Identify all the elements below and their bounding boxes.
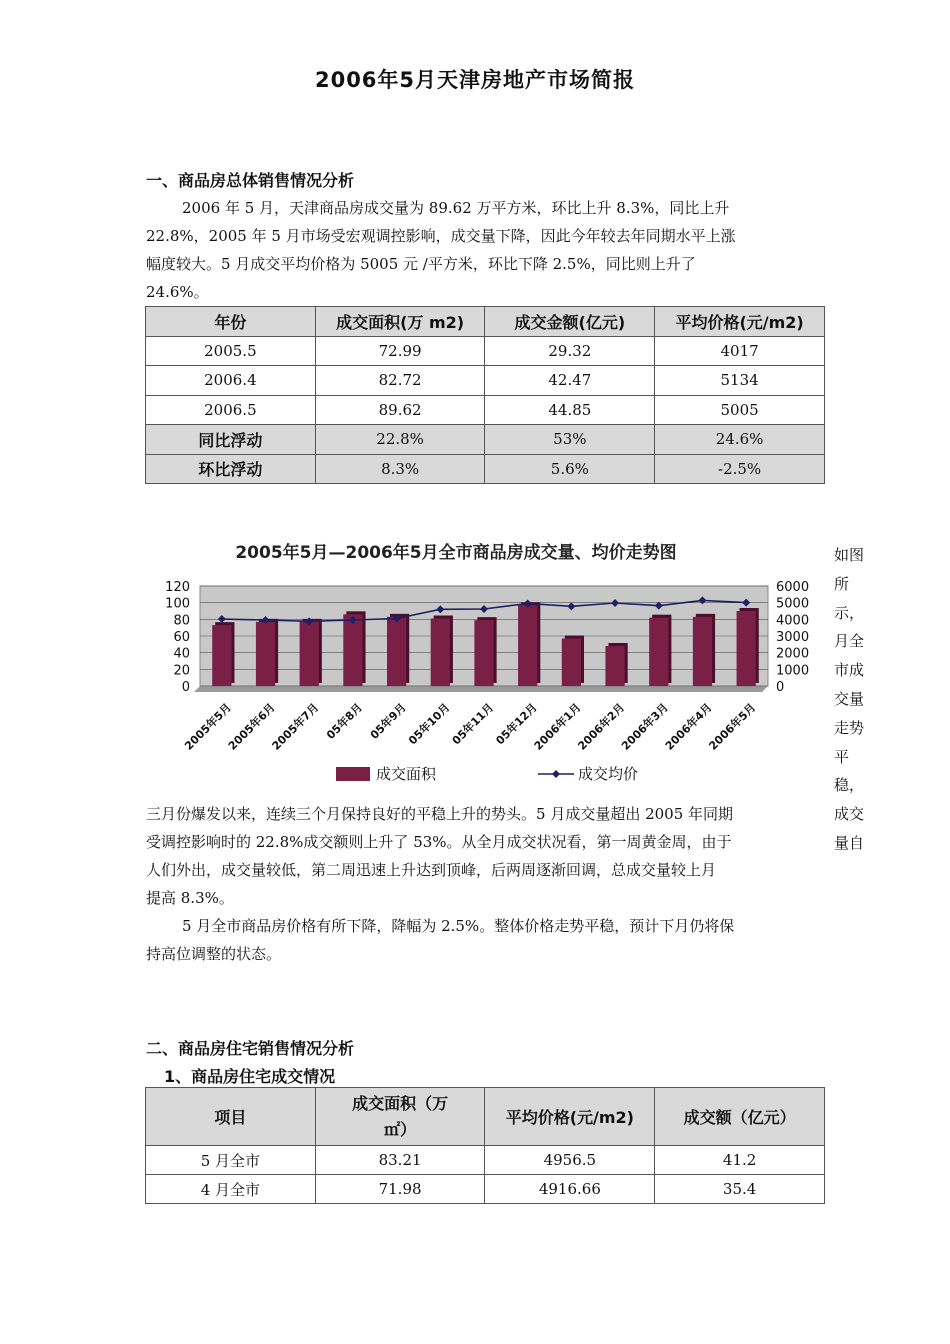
y-right-tick-label: 5000 (776, 596, 810, 612)
y-left-tick-label: 80 (173, 613, 190, 629)
table-header-cell: 成交额（亿元） (655, 1088, 825, 1146)
y-left-tick-label: 20 (173, 663, 190, 679)
table-cell: 2006.4 (146, 366, 316, 396)
trend-chart-svg (146, 530, 826, 800)
table-cell: 2006.5 (146, 395, 316, 425)
table-header-cell: 平均价格(元/m2) (485, 1088, 655, 1146)
text-line: 平稳， (834, 747, 865, 795)
text-line: 成交 (834, 805, 865, 824)
x-tick-label: 05年10月 (406, 700, 453, 748)
table-cell: 4 月全市 (146, 1175, 316, 1204)
page-title: 2006年5月天津房地产市场简报 (314, 68, 636, 92)
x-tick-label: 2005年7月 (269, 700, 322, 753)
text-line: 所示， (834, 574, 865, 622)
text-line: 交量 (834, 689, 865, 708)
bar (474, 620, 493, 686)
table-cell: 71.98 (315, 1175, 485, 1204)
section1-heading: 一、商品房总体销售情况分析 (146, 171, 355, 190)
table-cell: 4956.5 (485, 1146, 655, 1175)
table-row-mom (146, 454, 825, 484)
y-left-tick-label: 100 (165, 596, 190, 612)
text-line: 如图 (834, 546, 865, 564)
y-left-tick-label: 40 (173, 646, 190, 662)
x-tick-label: 2006年4月 (662, 700, 715, 753)
table-cell: 53% (485, 425, 655, 455)
table-cell: 环比浮动 (146, 454, 316, 484)
table-cell: 5.6% (485, 454, 655, 484)
bar (605, 646, 624, 686)
x-tick-label: 2006年3月 (619, 700, 671, 753)
bar (343, 614, 362, 686)
header-line: 成交面积（万 (352, 1093, 449, 1113)
table-cell: 72.99 (315, 336, 485, 366)
text-line: 人们外出，成交量较低，第二周迅速上升达到顶峰，后两周逐渐回调，总成交量较上月 (146, 861, 717, 879)
y-right-tick-label: 4000 (776, 613, 810, 629)
legend-line-label: 成交均价 (578, 765, 639, 783)
table-row (146, 366, 825, 396)
table-row (146, 336, 825, 366)
table-header-cell (315, 1088, 485, 1146)
y-right-tick-label: 1000 (776, 663, 810, 679)
bar (300, 622, 319, 686)
legend-line-marker (552, 770, 560, 778)
table-cell: 22.8% (315, 425, 485, 455)
text-line: 24.6%。 (146, 283, 209, 301)
x-tick-label: 2005年5月 (182, 700, 234, 753)
table-cell: 4916.66 (485, 1175, 655, 1204)
text-line: 走势 (834, 718, 865, 737)
text-line: 持高位调整的状态。 (146, 945, 282, 963)
y-left-tick-label: 0 (181, 680, 190, 695)
y-right-tick-label: 3000 (776, 630, 810, 645)
table-header-row (146, 307, 825, 337)
text-line: 5 月全市商品房价格有所下降，降幅为 2.5%。整体价格走势平稳，预计下月仍将保 (182, 917, 735, 935)
text-line: 三月份爆发以来，连续三个月保持良好的平稳上升的势头。5 月成交量超出 2005 年同期 (146, 805, 734, 823)
x-tick-label: 05年8月 (324, 700, 366, 742)
section2-subheading: 1、商品房住宅成交情况 (164, 1067, 336, 1086)
table-cell: 44.85 (485, 395, 655, 425)
table-cell: 5134 (655, 366, 825, 396)
header-line: ㎡） (384, 1119, 417, 1139)
x-tick-label: 2006年5月 (706, 700, 759, 753)
text-line: 量自 (834, 833, 865, 852)
x-tick-label: 05年11月 (449, 700, 497, 748)
table-header-cell: 项目 (146, 1088, 316, 1146)
bar (562, 639, 581, 687)
y-left-tick-label: 120 (165, 580, 190, 595)
section1-paragraph1 (146, 194, 876, 306)
table-row (146, 395, 825, 425)
x-tick-label: 05年9月 (367, 700, 409, 742)
table-row (146, 1146, 825, 1175)
x-tick-label: 2006年2月 (575, 700, 628, 753)
legend-bar-swatch (336, 767, 370, 781)
table-cell: 41.2 (655, 1146, 825, 1175)
bar (431, 619, 450, 687)
table-cell: 8.3% (315, 454, 485, 484)
table-cell: 同比浮动 (146, 425, 316, 455)
summary-table (145, 306, 825, 484)
text-line: 市成 (834, 661, 865, 680)
legend-bar-label: 成交面积 (376, 765, 437, 783)
table-header-cell: 成交面积(万 m2) (315, 307, 485, 337)
text-line: 2006 年 5 月，天津商品房成交量为 89.62 万平方米，环比上升 8.3%，同比上升 (182, 199, 730, 217)
table-cell: 89.62 (315, 395, 485, 425)
table-cell: 29.32 (485, 336, 655, 366)
table-cell: 35.4 (655, 1175, 825, 1204)
bar (256, 622, 275, 686)
table-row-yoy (146, 425, 825, 455)
text-line: 受调控影响时的 22.8%成交额则上升了 53%。从全月成交状况看，第一周黄金周，由于 (146, 833, 732, 851)
table-cell: -2.5% (655, 454, 825, 484)
bar (387, 617, 406, 686)
x-tick-label: 2005年6月 (225, 700, 278, 753)
text-line: 提高 8.3%。 (146, 889, 234, 907)
bar (693, 617, 712, 686)
table-header-row (146, 1088, 825, 1146)
y-right-tick-label: 0 (776, 680, 785, 695)
table-cell: 4017 (655, 336, 825, 366)
bar (518, 605, 537, 686)
x-tick-label: 2006年1月 (531, 700, 584, 753)
y-left-tick-label: 60 (173, 630, 190, 645)
table-row (146, 1175, 825, 1204)
bar (212, 625, 231, 686)
text-line: 幅度较大。5 月成交平均价格为 5005 元 /平方米，环比下降 2.5%，同比则上升了 (146, 255, 696, 273)
bar (737, 611, 756, 686)
plot-floor (194, 686, 768, 692)
table-cell: 42.47 (485, 366, 655, 396)
table-header-cell: 平均价格(元/m2) (655, 307, 825, 337)
table-cell: 5005 (655, 395, 825, 425)
y-right-tick-label: 6000 (776, 580, 810, 595)
y-right-tick-label: 2000 (776, 646, 810, 662)
table-cell: 82.72 (315, 366, 485, 396)
table-cell: 24.6% (655, 425, 825, 455)
section2-heading: 二、商品房住宅销售情况分析 (146, 1039, 355, 1058)
table-cell: 2005.5 (146, 336, 316, 366)
table-cell: 5 月全市 (146, 1146, 316, 1175)
section1-paragraph2 (146, 800, 876, 968)
chart-title: 2005年5月—2006年5月全市商品房成交量、均价走势图 (235, 543, 677, 563)
text-line: 22.8%，2005 年 5 月市场受宏观调控影响，成交量下降，因此今年较去年同期水平上涨 (146, 227, 736, 245)
text-line: 月全 (834, 632, 865, 651)
trend-chart (146, 530, 826, 800)
x-tick-label: 05年12月 (493, 700, 540, 748)
table-header-cell: 年份 (146, 307, 316, 337)
residential-table (145, 1087, 825, 1204)
table-cell: 83.21 (315, 1146, 485, 1175)
table-header-cell: 成交金额(亿元) (485, 307, 655, 337)
bar (649, 618, 668, 686)
